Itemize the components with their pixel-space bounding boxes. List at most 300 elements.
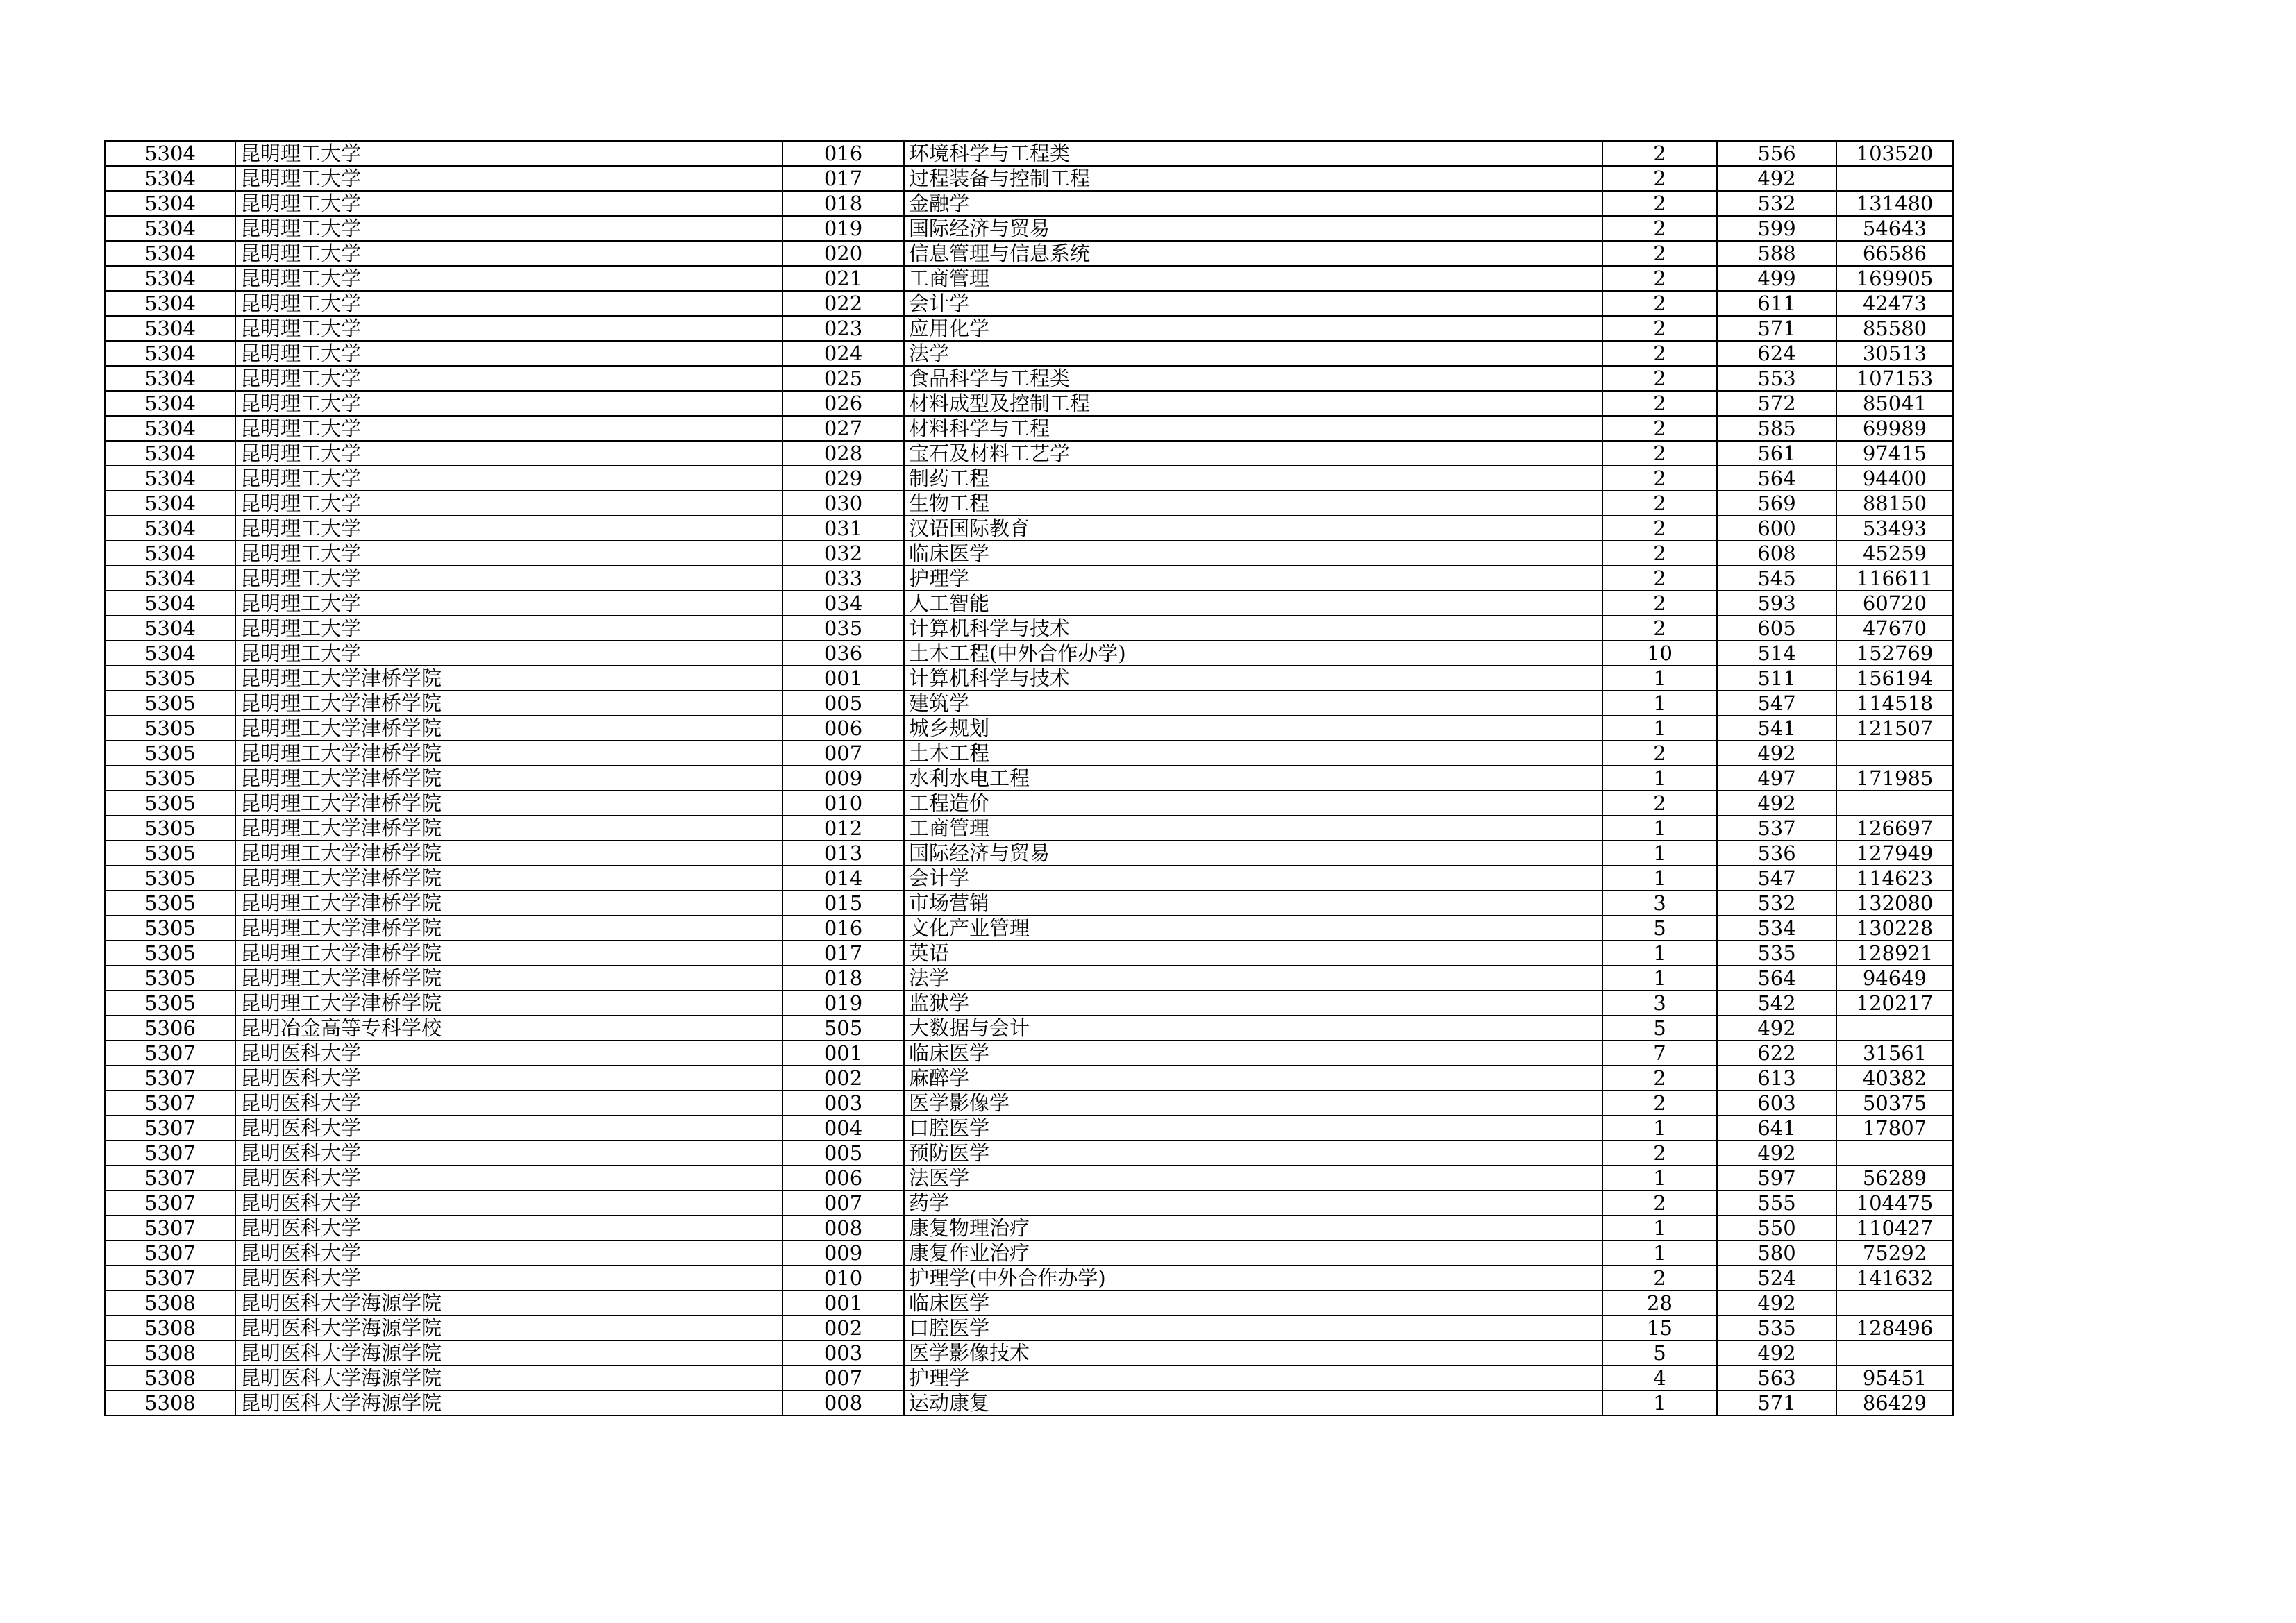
min-rank-cell: 31561 bbox=[1836, 1041, 1953, 1066]
min-score-cell: 599 bbox=[1717, 216, 1836, 241]
plan-count-cell: 7 bbox=[1602, 1041, 1717, 1066]
min-rank-cell: 121507 bbox=[1836, 716, 1953, 741]
plan-count-cell: 2 bbox=[1602, 466, 1717, 491]
school-name-cell: 昆明理工大学 bbox=[235, 441, 782, 466]
school-code-cell: 5304 bbox=[105, 141, 235, 166]
major-name-cell: 工商管理 bbox=[904, 266, 1602, 291]
major-name-cell: 法医学 bbox=[904, 1166, 1602, 1191]
min-rank-cell bbox=[1836, 741, 1953, 766]
school-name-cell: 昆明理工大学津桥学院 bbox=[235, 766, 782, 791]
major-name-cell: 药学 bbox=[904, 1191, 1602, 1216]
school-code-cell: 5306 bbox=[105, 1016, 235, 1041]
plan-count-cell: 1 bbox=[1602, 666, 1717, 691]
major-code-cell: 012 bbox=[782, 816, 904, 841]
min-rank-cell: 152769 bbox=[1836, 641, 1953, 666]
school-name-cell: 昆明医科大学 bbox=[235, 1116, 782, 1141]
school-name-cell: 昆明理工大学 bbox=[235, 291, 782, 316]
plan-count-cell: 1 bbox=[1602, 1166, 1717, 1191]
table-row bbox=[105, 216, 1953, 241]
min-score-cell: 588 bbox=[1717, 241, 1836, 266]
school-name-cell: 昆明理工大学 bbox=[235, 316, 782, 341]
plan-count-cell: 2 bbox=[1602, 141, 1717, 166]
min-rank-cell bbox=[1836, 166, 1953, 191]
school-code-cell: 5304 bbox=[105, 566, 235, 591]
major-name-cell: 英语 bbox=[904, 941, 1602, 966]
school-name-cell: 昆明医科大学 bbox=[235, 1041, 782, 1066]
major-code-cell: 009 bbox=[782, 766, 904, 791]
major-code-cell: 032 bbox=[782, 541, 904, 566]
min-rank-cell: 95451 bbox=[1836, 1365, 1953, 1390]
min-rank-cell bbox=[1836, 1016, 1953, 1041]
major-name-cell: 医学影像学 bbox=[904, 1091, 1602, 1116]
table-row bbox=[105, 866, 1953, 891]
school-code-cell: 5305 bbox=[105, 741, 235, 766]
min-score-cell: 563 bbox=[1717, 1365, 1836, 1390]
major-name-cell: 信息管理与信息系统 bbox=[904, 241, 1602, 266]
school-name-cell: 昆明理工大学津桥学院 bbox=[235, 716, 782, 741]
plan-count-cell: 3 bbox=[1602, 891, 1717, 916]
min-score-cell: 524 bbox=[1717, 1265, 1836, 1290]
plan-count-cell: 2 bbox=[1602, 291, 1717, 316]
major-name-cell: 材料成型及控制工程 bbox=[904, 391, 1602, 416]
school-code-cell: 5305 bbox=[105, 866, 235, 891]
major-name-cell: 工程造价 bbox=[904, 791, 1602, 816]
major-code-cell: 018 bbox=[782, 191, 904, 216]
major-name-cell: 预防医学 bbox=[904, 1141, 1602, 1166]
table-row bbox=[105, 1141, 1953, 1166]
school-name-cell: 昆明理工大学 bbox=[235, 566, 782, 591]
major-code-cell: 005 bbox=[782, 1141, 904, 1166]
school-name-cell: 昆明理工大学津桥学院 bbox=[235, 891, 782, 916]
school-name-cell: 昆明医科大学 bbox=[235, 1166, 782, 1191]
table-row bbox=[105, 1365, 1953, 1390]
school-name-cell: 昆明医科大学 bbox=[235, 1265, 782, 1290]
major-name-cell: 汉语国际教育 bbox=[904, 516, 1602, 541]
plan-count-cell: 1 bbox=[1602, 716, 1717, 741]
major-name-cell: 国际经济与贸易 bbox=[904, 841, 1602, 866]
min-score-cell: 532 bbox=[1717, 891, 1836, 916]
major-code-cell: 002 bbox=[782, 1315, 904, 1340]
school-code-cell: 5304 bbox=[105, 291, 235, 316]
school-code-cell: 5305 bbox=[105, 666, 235, 691]
plan-count-cell: 1 bbox=[1602, 841, 1717, 866]
major-name-cell: 城乡规划 bbox=[904, 716, 1602, 741]
major-name-cell: 材料科学与工程 bbox=[904, 416, 1602, 441]
plan-count-cell: 2 bbox=[1602, 1265, 1717, 1290]
min-rank-cell: 53493 bbox=[1836, 516, 1953, 541]
table-row bbox=[105, 1166, 1953, 1191]
table-row bbox=[105, 841, 1953, 866]
major-code-cell: 007 bbox=[782, 1191, 904, 1216]
table-row bbox=[105, 266, 1953, 291]
school-code-cell: 5307 bbox=[105, 1091, 235, 1116]
school-name-cell: 昆明理工大学津桥学院 bbox=[235, 966, 782, 991]
min-rank-cell: 130228 bbox=[1836, 916, 1953, 941]
min-score-cell: 608 bbox=[1717, 541, 1836, 566]
major-name-cell: 运动康复 bbox=[904, 1390, 1602, 1415]
table-row bbox=[105, 441, 1953, 466]
min-rank-cell: 75292 bbox=[1836, 1241, 1953, 1265]
school-name-cell: 昆明理工大学津桥学院 bbox=[235, 866, 782, 891]
school-name-cell: 昆明理工大学 bbox=[235, 516, 782, 541]
min-rank-cell: 114518 bbox=[1836, 691, 1953, 716]
min-rank-cell: 94649 bbox=[1836, 966, 1953, 991]
min-rank-cell: 85041 bbox=[1836, 391, 1953, 416]
school-name-cell: 昆明理工大学 bbox=[235, 616, 782, 641]
min-score-cell: 492 bbox=[1717, 791, 1836, 816]
school-name-cell: 昆明理工大学津桥学院 bbox=[235, 916, 782, 941]
major-code-cell: 013 bbox=[782, 841, 904, 866]
plan-count-cell: 2 bbox=[1602, 616, 1717, 641]
plan-count-cell: 5 bbox=[1602, 1340, 1717, 1365]
school-code-cell: 5304 bbox=[105, 591, 235, 616]
major-code-cell: 007 bbox=[782, 1365, 904, 1390]
plan-count-cell: 10 bbox=[1602, 641, 1717, 666]
plan-count-cell: 2 bbox=[1602, 391, 1717, 416]
plan-count-cell: 2 bbox=[1602, 366, 1717, 391]
min-rank-cell: 54643 bbox=[1836, 216, 1953, 241]
school-code-cell: 5307 bbox=[105, 1066, 235, 1091]
major-code-cell: 034 bbox=[782, 591, 904, 616]
min-score-cell: 561 bbox=[1717, 441, 1836, 466]
major-code-cell: 031 bbox=[782, 516, 904, 541]
table-row bbox=[105, 1041, 1953, 1066]
school-name-cell: 昆明医科大学海源学院 bbox=[235, 1390, 782, 1415]
major-code-cell: 008 bbox=[782, 1390, 904, 1415]
plan-count-cell: 2 bbox=[1602, 1141, 1717, 1166]
major-code-cell: 009 bbox=[782, 1241, 904, 1265]
table-row bbox=[105, 591, 1953, 616]
min-score-cell: 492 bbox=[1717, 1016, 1836, 1041]
min-score-cell: 564 bbox=[1717, 966, 1836, 991]
min-score-cell: 624 bbox=[1717, 341, 1836, 366]
plan-count-cell: 1 bbox=[1602, 816, 1717, 841]
major-name-cell: 口腔医学 bbox=[904, 1116, 1602, 1141]
min-rank-cell: 86429 bbox=[1836, 1390, 1953, 1415]
school-code-cell: 5305 bbox=[105, 916, 235, 941]
major-code-cell: 019 bbox=[782, 216, 904, 241]
min-rank-cell: 97415 bbox=[1836, 441, 1953, 466]
min-score-cell: 585 bbox=[1717, 416, 1836, 441]
major-name-cell: 法学 bbox=[904, 341, 1602, 366]
major-code-cell: 022 bbox=[782, 291, 904, 316]
plan-count-cell: 2 bbox=[1602, 1191, 1717, 1216]
major-code-cell: 010 bbox=[782, 791, 904, 816]
plan-count-cell: 4 bbox=[1602, 1365, 1717, 1390]
plan-count-cell: 2 bbox=[1602, 1091, 1717, 1116]
min-rank-cell: 107153 bbox=[1836, 366, 1953, 391]
school-name-cell: 昆明理工大学 bbox=[235, 591, 782, 616]
school-name-cell: 昆明医科大学海源学院 bbox=[235, 1290, 782, 1315]
min-rank-cell: 128496 bbox=[1836, 1315, 1953, 1340]
major-code-cell: 018 bbox=[782, 966, 904, 991]
school-code-cell: 5304 bbox=[105, 316, 235, 341]
table-row bbox=[105, 416, 1953, 441]
table-row bbox=[105, 341, 1953, 366]
school-name-cell: 昆明理工大学 bbox=[235, 541, 782, 566]
min-score-cell: 537 bbox=[1717, 816, 1836, 841]
major-name-cell: 会计学 bbox=[904, 291, 1602, 316]
min-rank-cell: 110427 bbox=[1836, 1216, 1953, 1241]
table-row bbox=[105, 1116, 1953, 1141]
major-code-cell: 004 bbox=[782, 1116, 904, 1141]
min-rank-cell: 50375 bbox=[1836, 1091, 1953, 1116]
table-row bbox=[105, 1091, 1953, 1116]
min-score-cell: 492 bbox=[1717, 166, 1836, 191]
major-name-cell: 护理学 bbox=[904, 566, 1602, 591]
school-code-cell: 5304 bbox=[105, 441, 235, 466]
school-code-cell: 5305 bbox=[105, 966, 235, 991]
min-score-cell: 600 bbox=[1717, 516, 1836, 541]
major-name-cell: 麻醉学 bbox=[904, 1066, 1602, 1091]
school-code-cell: 5305 bbox=[105, 816, 235, 841]
school-name-cell: 昆明医科大学 bbox=[235, 1191, 782, 1216]
major-name-cell: 监狱学 bbox=[904, 991, 1602, 1016]
table-row bbox=[105, 1265, 1953, 1290]
school-code-cell: 5304 bbox=[105, 491, 235, 516]
min-score-cell: 622 bbox=[1717, 1041, 1836, 1066]
school-code-cell: 5307 bbox=[105, 1216, 235, 1241]
min-score-cell: 492 bbox=[1717, 1290, 1836, 1315]
plan-count-cell: 1 bbox=[1602, 1390, 1717, 1415]
plan-count-cell: 15 bbox=[1602, 1315, 1717, 1340]
min-rank-cell: 131480 bbox=[1836, 191, 1953, 216]
major-name-cell: 计算机科学与技术 bbox=[904, 616, 1602, 641]
major-name-cell: 国际经济与贸易 bbox=[904, 216, 1602, 241]
school-code-cell: 5308 bbox=[105, 1340, 235, 1365]
major-name-cell: 护理学(中外合作办学) bbox=[904, 1265, 1602, 1290]
school-code-cell: 5308 bbox=[105, 1290, 235, 1315]
school-code-cell: 5304 bbox=[105, 541, 235, 566]
plan-count-cell: 1 bbox=[1602, 691, 1717, 716]
major-name-cell: 康复作业治疗 bbox=[904, 1241, 1602, 1265]
min-score-cell: 547 bbox=[1717, 691, 1836, 716]
table-row bbox=[105, 366, 1953, 391]
school-name-cell: 昆明医科大学海源学院 bbox=[235, 1365, 782, 1390]
major-name-cell: 应用化学 bbox=[904, 316, 1602, 341]
min-score-cell: 603 bbox=[1717, 1091, 1836, 1116]
plan-count-cell: 2 bbox=[1602, 241, 1717, 266]
major-name-cell: 宝石及材料工艺学 bbox=[904, 441, 1602, 466]
school-code-cell: 5305 bbox=[105, 841, 235, 866]
table-row bbox=[105, 666, 1953, 691]
school-name-cell: 昆明理工大学 bbox=[235, 341, 782, 366]
table-row bbox=[105, 566, 1953, 591]
min-score-cell: 534 bbox=[1717, 916, 1836, 941]
min-rank-cell: 128921 bbox=[1836, 941, 1953, 966]
min-score-cell: 641 bbox=[1717, 1116, 1836, 1141]
min-rank-cell bbox=[1836, 1290, 1953, 1315]
table-row bbox=[105, 716, 1953, 741]
min-rank-cell: 66586 bbox=[1836, 241, 1953, 266]
school-name-cell: 昆明理工大学 bbox=[235, 266, 782, 291]
major-code-cell: 016 bbox=[782, 141, 904, 166]
min-score-cell: 555 bbox=[1717, 1191, 1836, 1216]
school-code-cell: 5305 bbox=[105, 891, 235, 916]
major-code-cell: 021 bbox=[782, 266, 904, 291]
major-code-cell: 008 bbox=[782, 1216, 904, 1241]
min-score-cell: 553 bbox=[1717, 366, 1836, 391]
table-row bbox=[105, 241, 1953, 266]
table-row bbox=[105, 791, 1953, 816]
major-name-cell: 医学影像技术 bbox=[904, 1340, 1602, 1365]
plan-count-cell: 2 bbox=[1602, 166, 1717, 191]
table-row bbox=[105, 741, 1953, 766]
table-row bbox=[105, 1390, 1953, 1415]
min-score-cell: 541 bbox=[1717, 716, 1836, 741]
table-row bbox=[105, 1241, 1953, 1265]
school-name-cell: 昆明理工大学津桥学院 bbox=[235, 666, 782, 691]
plan-count-cell: 2 bbox=[1602, 266, 1717, 291]
plan-count-cell: 1 bbox=[1602, 766, 1717, 791]
school-code-cell: 5305 bbox=[105, 766, 235, 791]
major-code-cell: 005 bbox=[782, 691, 904, 716]
plan-count-cell: 2 bbox=[1602, 516, 1717, 541]
table-row bbox=[105, 291, 1953, 316]
plan-count-cell: 2 bbox=[1602, 416, 1717, 441]
table-row bbox=[105, 1340, 1953, 1365]
plan-count-cell: 2 bbox=[1602, 191, 1717, 216]
min-rank-cell: 85580 bbox=[1836, 316, 1953, 341]
min-score-cell: 569 bbox=[1717, 491, 1836, 516]
min-rank-cell: 104475 bbox=[1836, 1191, 1953, 1216]
plan-count-cell: 2 bbox=[1602, 341, 1717, 366]
major-code-cell: 026 bbox=[782, 391, 904, 416]
plan-count-cell: 2 bbox=[1602, 491, 1717, 516]
plan-count-cell: 2 bbox=[1602, 591, 1717, 616]
major-code-cell: 505 bbox=[782, 1016, 904, 1041]
min-rank-cell: 132080 bbox=[1836, 891, 1953, 916]
school-code-cell: 5304 bbox=[105, 366, 235, 391]
major-code-cell: 010 bbox=[782, 1265, 904, 1290]
school-name-cell: 昆明理工大学 bbox=[235, 216, 782, 241]
school-code-cell: 5305 bbox=[105, 716, 235, 741]
major-code-cell: 035 bbox=[782, 616, 904, 641]
major-name-cell: 会计学 bbox=[904, 866, 1602, 891]
major-name-cell: 建筑学 bbox=[904, 691, 1602, 716]
school-code-cell: 5307 bbox=[105, 1265, 235, 1290]
min-rank-cell: 171985 bbox=[1836, 766, 1953, 791]
min-score-cell: 597 bbox=[1717, 1166, 1836, 1191]
major-name-cell: 环境科学与工程类 bbox=[904, 141, 1602, 166]
plan-count-cell: 2 bbox=[1602, 541, 1717, 566]
plan-count-cell: 1 bbox=[1602, 1241, 1717, 1265]
major-name-cell: 水利水电工程 bbox=[904, 766, 1602, 791]
table-row bbox=[105, 916, 1953, 941]
min-rank-cell bbox=[1836, 1340, 1953, 1365]
plan-count-cell: 3 bbox=[1602, 991, 1717, 1016]
school-name-cell: 昆明理工大学津桥学院 bbox=[235, 941, 782, 966]
table-row bbox=[105, 941, 1953, 966]
school-code-cell: 5304 bbox=[105, 241, 235, 266]
school-code-cell: 5305 bbox=[105, 791, 235, 816]
school-code-cell: 5304 bbox=[105, 641, 235, 666]
major-name-cell: 临床医学 bbox=[904, 1290, 1602, 1315]
table-row bbox=[105, 1290, 1953, 1315]
school-name-cell: 昆明理工大学 bbox=[235, 141, 782, 166]
min-score-cell: 536 bbox=[1717, 841, 1836, 866]
major-code-cell: 019 bbox=[782, 991, 904, 1016]
table-row bbox=[105, 991, 1953, 1016]
min-score-cell: 611 bbox=[1717, 291, 1836, 316]
min-score-cell: 550 bbox=[1717, 1216, 1836, 1241]
min-rank-cell: 103520 bbox=[1836, 141, 1953, 166]
plan-count-cell: 2 bbox=[1602, 791, 1717, 816]
min-rank-cell bbox=[1836, 791, 1953, 816]
school-code-cell: 5304 bbox=[105, 391, 235, 416]
table-row bbox=[105, 641, 1953, 666]
school-code-cell: 5305 bbox=[105, 941, 235, 966]
major-name-cell: 土木工程(中外合作办学) bbox=[904, 641, 1602, 666]
major-code-cell: 027 bbox=[782, 416, 904, 441]
school-name-cell: 昆明理工大学 bbox=[235, 466, 782, 491]
min-rank-cell: 141632 bbox=[1836, 1265, 1953, 1290]
table-row bbox=[105, 316, 1953, 341]
plan-count-cell: 28 bbox=[1602, 1290, 1717, 1315]
school-code-cell: 5307 bbox=[105, 1116, 235, 1141]
major-code-cell: 001 bbox=[782, 1041, 904, 1066]
min-rank-cell: 114623 bbox=[1836, 866, 1953, 891]
table-row bbox=[105, 1066, 1953, 1091]
major-code-cell: 020 bbox=[782, 241, 904, 266]
school-name-cell: 昆明医科大学 bbox=[235, 1141, 782, 1166]
plan-count-cell: 2 bbox=[1602, 1066, 1717, 1091]
min-rank-cell: 120217 bbox=[1836, 991, 1953, 1016]
min-score-cell: 532 bbox=[1717, 191, 1836, 216]
major-code-cell: 016 bbox=[782, 916, 904, 941]
major-code-cell: 033 bbox=[782, 566, 904, 591]
school-name-cell: 昆明理工大学 bbox=[235, 166, 782, 191]
table-row bbox=[105, 391, 1953, 416]
major-code-cell: 036 bbox=[782, 641, 904, 666]
major-code-cell: 003 bbox=[782, 1340, 904, 1365]
min-rank-cell: 116611 bbox=[1836, 566, 1953, 591]
plan-count-cell: 5 bbox=[1602, 1016, 1717, 1041]
min-score-cell: 564 bbox=[1717, 466, 1836, 491]
school-code-cell: 5308 bbox=[105, 1365, 235, 1390]
school-name-cell: 昆明医科大学 bbox=[235, 1066, 782, 1091]
school-code-cell: 5308 bbox=[105, 1315, 235, 1340]
plan-count-cell: 2 bbox=[1602, 741, 1717, 766]
major-name-cell: 计算机科学与技术 bbox=[904, 666, 1602, 691]
major-name-cell: 法学 bbox=[904, 966, 1602, 991]
min-rank-cell: 40382 bbox=[1836, 1066, 1953, 1091]
major-code-cell: 006 bbox=[782, 716, 904, 741]
table-row bbox=[105, 891, 1953, 916]
table-row bbox=[105, 766, 1953, 791]
school-name-cell: 昆明理工大学 bbox=[235, 641, 782, 666]
school-name-cell: 昆明理工大学 bbox=[235, 191, 782, 216]
major-name-cell: 康复物理治疗 bbox=[904, 1216, 1602, 1241]
major-name-cell: 大数据与会计 bbox=[904, 1016, 1602, 1041]
plan-count-cell: 2 bbox=[1602, 216, 1717, 241]
school-name-cell: 昆明医科大学海源学院 bbox=[235, 1340, 782, 1365]
school-code-cell: 5308 bbox=[105, 1390, 235, 1415]
plan-count-cell: 1 bbox=[1602, 941, 1717, 966]
admission-score-table bbox=[104, 140, 1954, 1416]
major-name-cell: 土木工程 bbox=[904, 741, 1602, 766]
school-code-cell: 5307 bbox=[105, 1241, 235, 1265]
major-code-cell: 001 bbox=[782, 1290, 904, 1315]
plan-count-cell: 2 bbox=[1602, 316, 1717, 341]
school-code-cell: 5304 bbox=[105, 416, 235, 441]
major-name-cell: 文化产业管理 bbox=[904, 916, 1602, 941]
min-score-cell: 605 bbox=[1717, 616, 1836, 641]
min-rank-cell: 45259 bbox=[1836, 541, 1953, 566]
table-row bbox=[105, 1016, 1953, 1041]
school-code-cell: 5304 bbox=[105, 341, 235, 366]
min-score-cell: 542 bbox=[1717, 991, 1836, 1016]
